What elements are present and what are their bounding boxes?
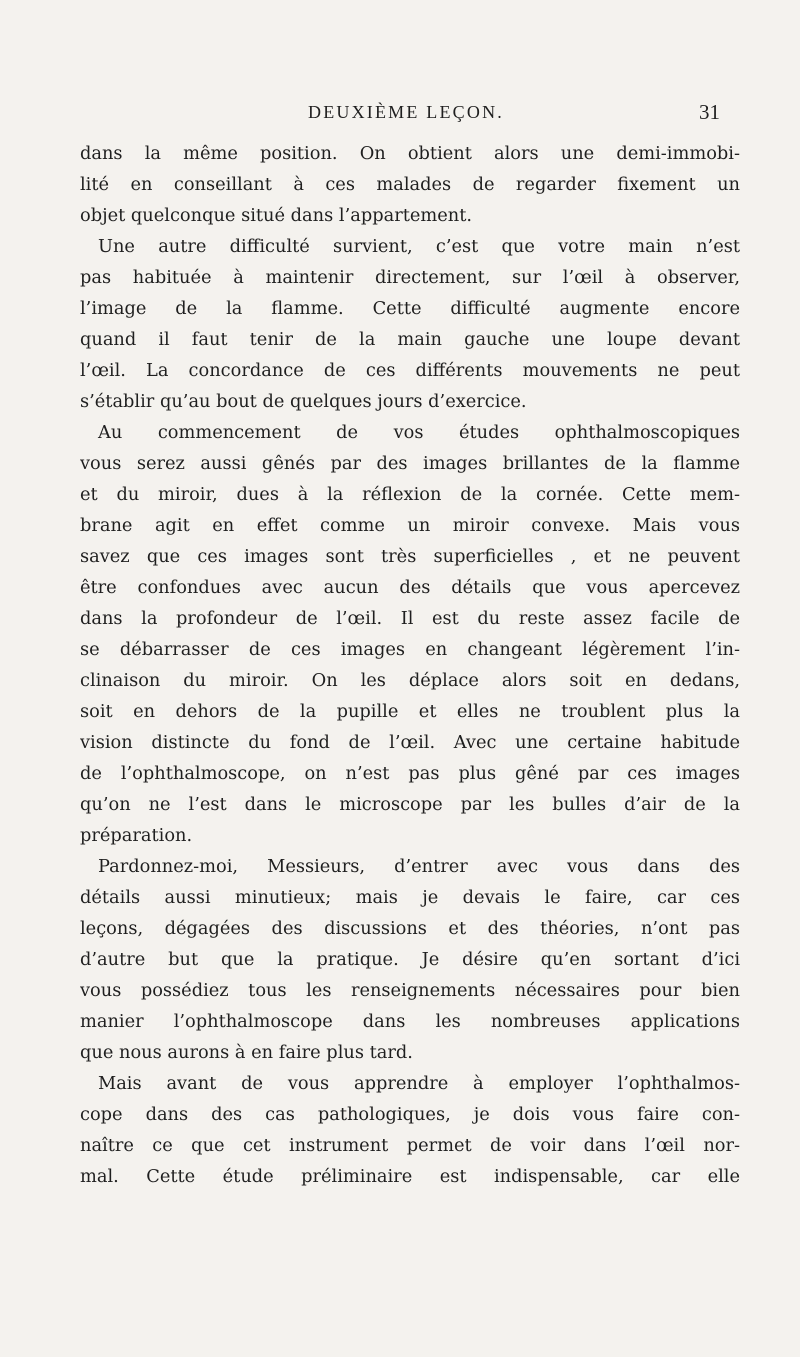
text-line: s’établir qu’au bout de quelques jours d’exercice. bbox=[80, 391, 527, 412]
text-line: détails aussi minutieux; mais je devais le faire, car ces bbox=[80, 887, 740, 908]
text-line: préparation. bbox=[80, 825, 193, 846]
text-line: quand il faut tenir de la main gauche une loupe devant bbox=[80, 329, 740, 350]
text-line: vous serez aussi gênés par des images brillantes de la flamme bbox=[80, 453, 740, 474]
text-line: l’image de la flamme. Cette difficulté augmente encore bbox=[80, 298, 740, 319]
text-line: mal. Cette étude préliminaire est indispensable, car elle bbox=[80, 1166, 740, 1187]
chapter-title: DEUXIÈME LEÇON. bbox=[308, 102, 504, 122]
body-text bbox=[80, 138, 740, 1192]
text-line: vision distincte du fond de l’œil. Avec une certaine habitude bbox=[80, 732, 740, 753]
text-line: soit en dehors de la pupille et elles ne troublent plus la bbox=[80, 701, 740, 722]
text-line: dans la même position. On obtient alors une demi-immobi- bbox=[80, 143, 740, 164]
text-line: se débarrasser de ces images en changeant légèrement l’in- bbox=[80, 639, 740, 660]
text-line: l’œil. La concordance de ces différents mouvements ne peut bbox=[80, 360, 740, 381]
page-number: 31 bbox=[699, 100, 720, 124]
text-line: lité en conseillant à ces malades de regarder fixement un bbox=[80, 174, 740, 195]
text-line: d’autre but que la pratique. Je désire qu’en sortant d’ici bbox=[80, 949, 740, 970]
text-line: brane agit en effet comme un miroir convexe. Mais vous bbox=[80, 515, 740, 536]
text-line: naître ce que cet instrument permet de voir dans l’œil nor- bbox=[80, 1135, 740, 1156]
text-line: vous possédiez tous les renseignements nécessaires pour bien bbox=[80, 980, 740, 1001]
text-line: objet quelconque situé dans l’appartement. bbox=[80, 205, 472, 226]
text-line: dans la profondeur de l’œil. Il est du reste assez facile de bbox=[80, 608, 740, 629]
text-line: et du miroir, dues à la réflexion de la cornée. Cette mem- bbox=[80, 484, 740, 505]
text-line: de l’ophthalmoscope, on n’est pas plus gêné par ces images bbox=[80, 763, 740, 784]
text-line: clinaison du miroir. On les déplace alors soit en dedans, bbox=[80, 670, 740, 691]
running-header bbox=[0, 102, 800, 136]
paragraph-start-line: Pardonnez-moi, Messieurs, d’entrer avec vous dans des bbox=[98, 856, 740, 877]
text-line: qu’on ne l’est dans le microscope par les bulles d’air de la bbox=[80, 794, 740, 815]
paragraph-start-line: Au commencement de vos études ophthalmoscopiques bbox=[98, 422, 740, 443]
text-line: manier l’ophthalmoscope dans les nombreuses applications bbox=[80, 1011, 740, 1032]
paragraph-start-line: Mais avant de vous apprendre à employer l’ophthalmos- bbox=[98, 1073, 740, 1094]
text-line: que nous aurons à en faire plus tard. bbox=[80, 1042, 413, 1063]
text-line: leçons, dégagées des discussions et des théories, n’ont pas bbox=[80, 918, 740, 939]
text-line: pas habituée à maintenir directement, sur l’œil à observer, bbox=[80, 267, 740, 288]
text-line: être confondues avec aucun des détails que vous apercevez bbox=[80, 577, 740, 598]
text-line: cope dans des cas pathologiques, je dois vous faire con- bbox=[80, 1104, 740, 1125]
paragraph-start-line: Une autre difficulté survient, c’est que votre main n’est bbox=[98, 236, 740, 257]
text-line: savez que ces images sont très superficielles , et ne peuvent bbox=[80, 546, 740, 567]
